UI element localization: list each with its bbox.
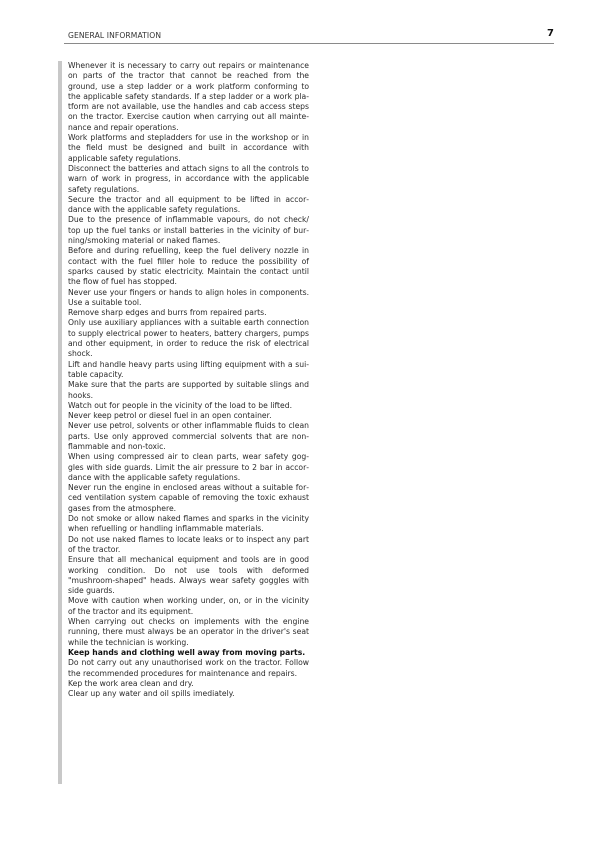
paragraph: Ensure that all mechanical equipment and tools are in good working condition. Do not use tools with deformed "mushroom-shaped" heads. Always wear safety goggles with side guards. — [68, 555, 309, 596]
paragraph: Do not smoke or allow naked flames and sparks in the vicinity when refuelling or handling inflammable materials. — [68, 514, 309, 534]
paragraph: Clear up any water and oil spills imediately. — [68, 689, 235, 699]
paragraph: Never use petrol, solvents or other inflammable fluids to clean parts. Use only approved commercial solvents that are non-flammable and non-toxic. — [68, 421, 309, 451]
paragraph: Do not carry out any unauthorised work on the tractor. Follow the recommended procedures for maintenance and repairs. — [68, 658, 309, 678]
paragraph: Never run the engine in enclosed areas without a suitable forced ventilation system capable of removing the toxic exhaust gases from the atmosphere. — [68, 483, 309, 513]
paragraph: Due to the presence of inflammable vapours, do not check/ top up the fuel tanks or install batteries in the vicinity of burning/smoking material or naked flames. — [68, 215, 309, 246]
paragraph: When using compressed air to clean parts, wear safety goggles with side guards. Limit the air pressure to 2 bar in accordance with the applicable safety regulations. — [68, 452, 309, 482]
change-bar — [58, 61, 62, 784]
paragraph: Kep the work area clean and dry. — [68, 678, 194, 688]
paragraph: Work platforms and stepladders for use in the workshop or in the field must be designed and built in accordance with applicable safety regulations. — [68, 133, 309, 163]
paragraph: Disconnect the batteries and attach signs to all the controls to warn of work in progress, in accordance with the applicable safety regulations. — [68, 163, 309, 194]
paragraph: Whenever it is necessary to carry out repairs or maintenance on parts of the tractor that cannot be reached from the ground, use a step ladder or a work platform conforming to the applicable safety standards. If a step ladder or a work platform are not available, use the handles and cab access steps on the tractor. Exercise caution when carrying out all maintenance and repair operations. — [68, 61, 309, 132]
paragraph: Secure the tractor and all equipment to be lifted in accordance with the applicable safety regulations. — [68, 194, 309, 215]
paragraph: Before and during refuelling, keep the fuel delivery nozzle in contact with the fuel filler hole to reduce the possibility of sparks caused by static electricity. Maintain the contact until the flow of fuel has stopped. — [68, 246, 309, 287]
paragraph: When carrying out checks on implements with the engine running, there must always be an operator in the driver's seat while the technician is working. — [68, 617, 309, 647]
paragraph: Make sure that the parts are supported by suitable slings and hooks. — [68, 380, 309, 400]
body-text — [68, 61, 309, 699]
paragraph: Remove sharp edges and burrs from repaired parts. — [68, 308, 267, 318]
section-title: GENERAL INFORMATION — [68, 31, 162, 40]
page-number: 7 — [547, 28, 554, 39]
paragraph: Lift and handle heavy parts using lifting equipment with a suitable capacity. — [68, 359, 309, 379]
paragraph: Move with caution when working under, on, or in the vicinity of the tractor and its equipment. — [68, 596, 309, 616]
paragraph: Never use your fingers or hands to align holes in components. Use a suitable tool. — [68, 287, 309, 307]
bold-warning-paragraph: Keep hands and clothing well away from moving parts. — [68, 647, 306, 657]
paragraph: Never keep petrol or diesel fuel in an open container. — [68, 411, 272, 421]
page-header — [64, 30, 554, 44]
paragraph: Only use auxiliary appliances with a suitable earth connection to supply electrical power to heaters, battery chargers, pumps and other equipment, in order to reduce the risk of electrical shock. — [68, 318, 309, 359]
paragraph: Watch out for people in the vicinity of the load to be lifted. — [68, 400, 293, 410]
paragraph: Do not use naked flames to locate leaks or to inspect any part of the tractor. — [68, 534, 309, 554]
